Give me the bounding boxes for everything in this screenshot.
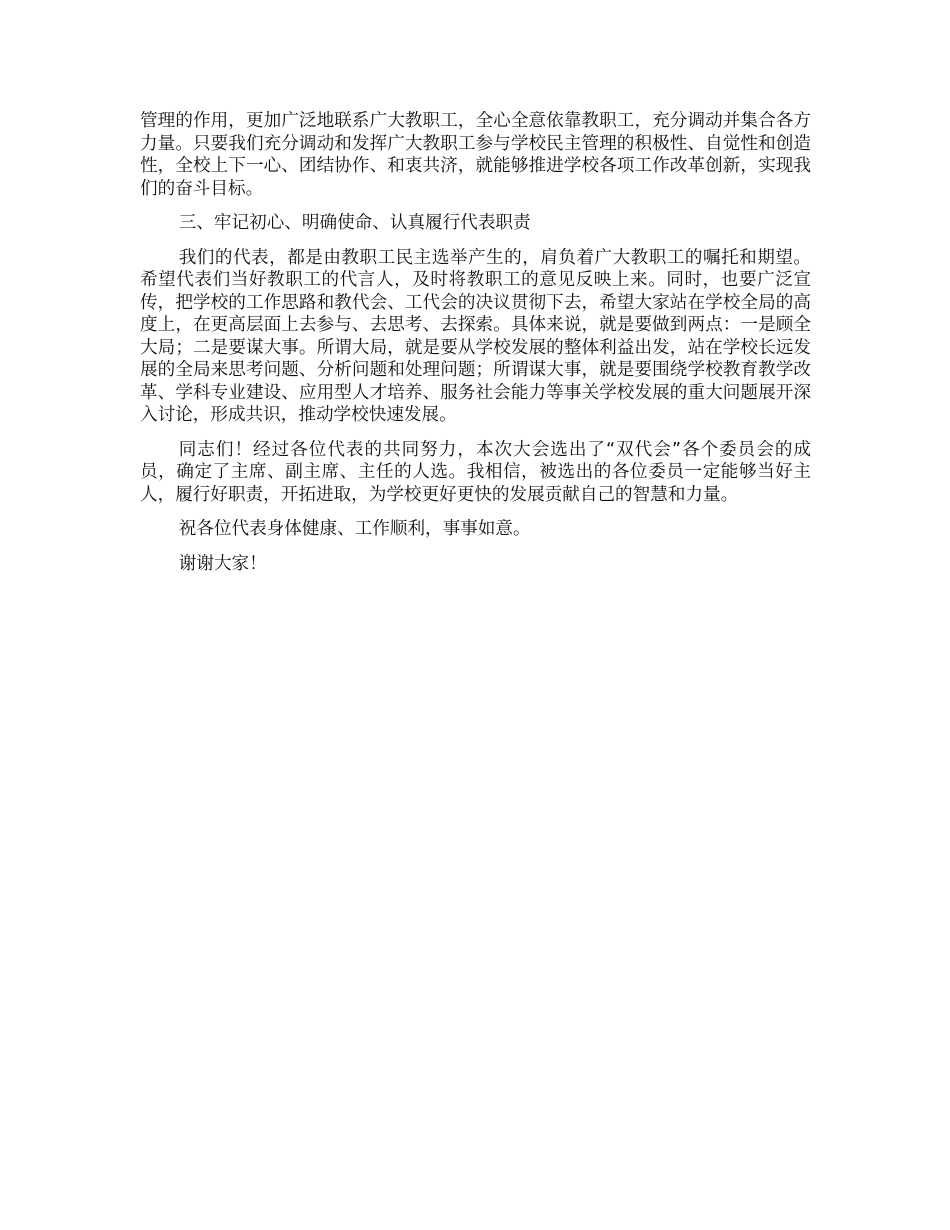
paragraph-wishes: 祝各位代表身体健康、工作顺利，事事如意。 bbox=[178, 519, 531, 539]
paragraph-duties: 我们的代表，都是由教职工民主选举产生的，肩负着广大教职工的嘱托和期望。希望代表们当好教职工的代言人，及时将教职工的意见反映上来。同时，也要广泛宣传，把学校的工作思路和教代会、工代会的决议贯彻下去，希望大家站在学校全局的高度上，在更高层面上去参与、去思考、去探索。具体来说，就是要做到两点：一是顾全大局；二是要谋大事。所谓大局，就是要从学校发展的整体利益出发，站在学校长远发展的全局来思考问题、分析问题和处理问题；所谓谋大事，就是要围绕学校教育教学改革、学科专业建设、应用型人才培养、服务社会能力等事关学校发展的重大问题展开深入讨论，形成共识，推动学校快速发展。 bbox=[140, 247, 811, 425]
paragraph-comrades: 同志们！经过各位代表的共同努力，本次大会选出了“双代会”各个委员会的成员，确定了主席、副主席、主任的人选。我相信，被选出的各位委员一定能够当好主人，履行好职责，开拓进取，为学校更好更快的发展贡献自己的智慧和力量。 bbox=[140, 439, 811, 505]
section-heading: 三、牢记初心、明确使命、认真履行代表职责 bbox=[178, 213, 531, 233]
paragraph-continuation: 管理的作用，更加广泛地联系广大教职工，全心全意依靠教职工，充分调动并集合各方力量。只要我们充分调动和发挥广大教职工参与学校民主管理的积极性、自觉性和创造性，全校上下一心、团结协作、和衷共济，就能够推进学校各项工作改革创新，实现我们的奋斗目标。 bbox=[140, 111, 811, 199]
paragraph-thanks: 谢谢大家！ bbox=[178, 553, 267, 574]
document-page bbox=[140, 110, 811, 587]
